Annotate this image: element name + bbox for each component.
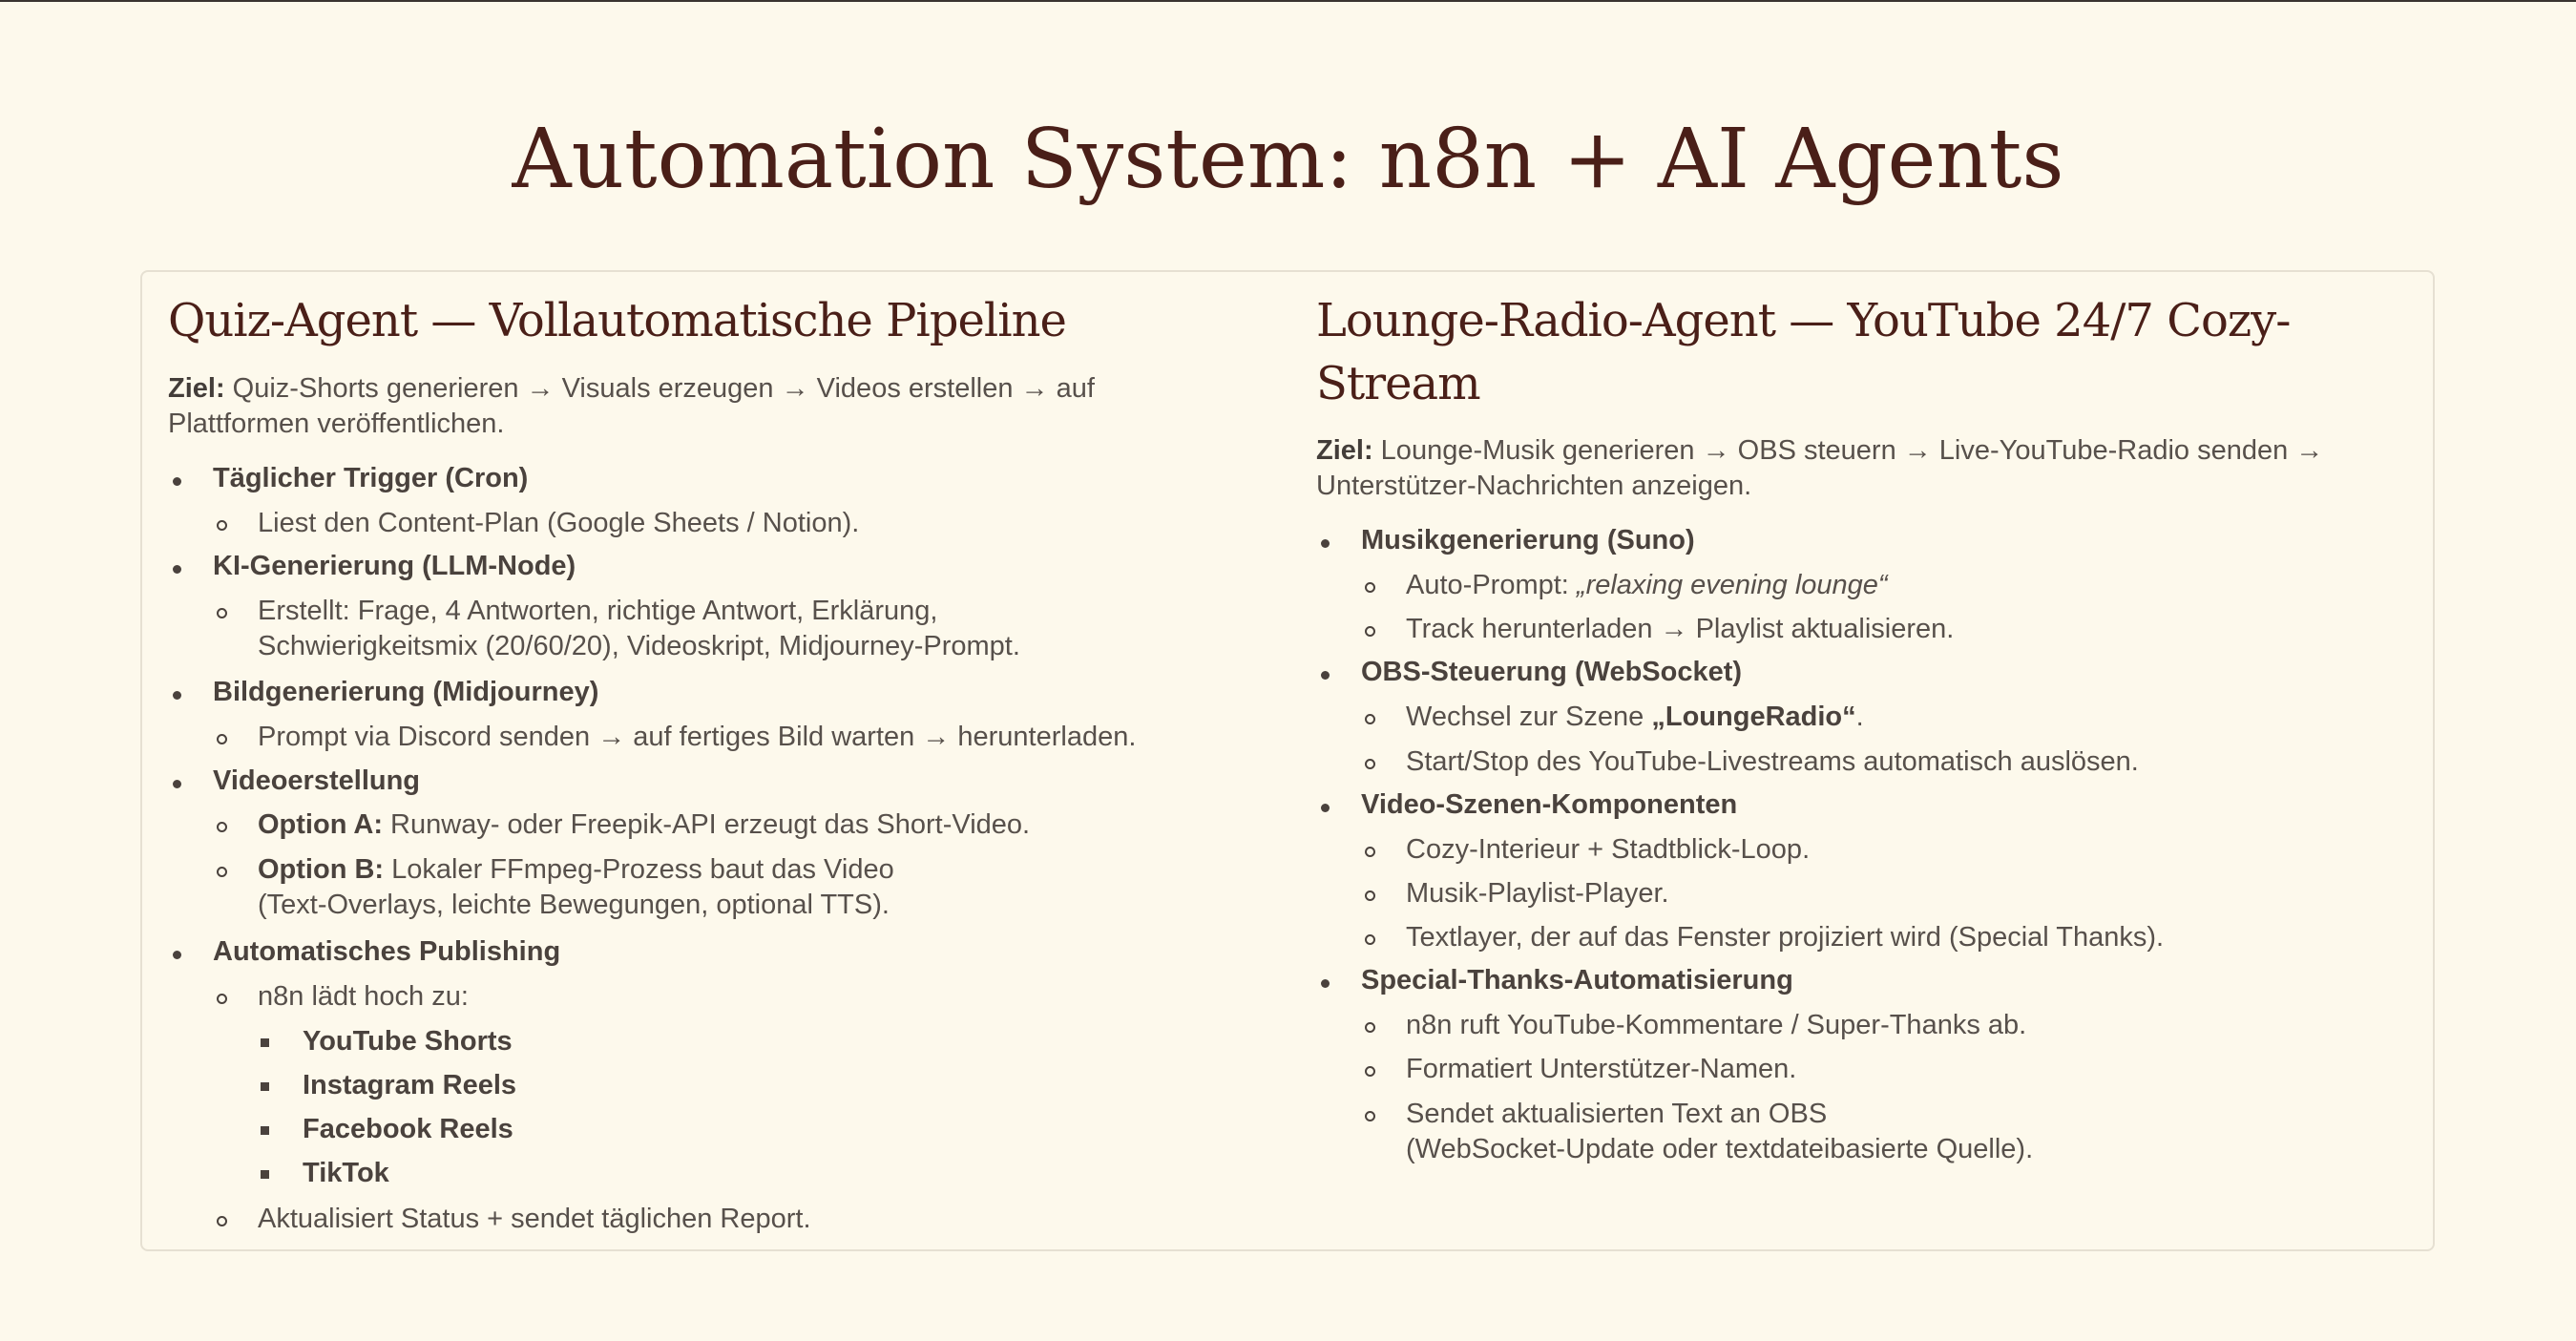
quiz-item-trigger: Täglicher Trigger (Cron) — [213, 463, 529, 493]
quiz-publishing-report: Aktualisiert Status + sendet täglichen Report. — [258, 1204, 811, 1234]
obs-scene-name: „LoungeRadio“ — [1651, 702, 1856, 732]
lounge-scene-textlayer: Textlayer, der auf das Fenster projiziert wird (Special Thanks). — [1406, 922, 2165, 953]
quiz-publishing-detail: n8n lädt hoch zu: — [258, 981, 469, 1012]
lounge-item-obs: OBS-Steuerung (WebSocket) — [1361, 657, 1743, 687]
option-a-text: Runway- oder Freepik-API erzeugt das Short-Video. — [383, 809, 1031, 840]
lounge-goal-text-1: Lounge-Musik generieren → OBS steuern → Live-YouTube-Radio senden → — [1372, 435, 2324, 466]
bullet-icon — [173, 477, 181, 486]
lounge-goal-text-2: Unterstützer-Nachrichten anzeigen. — [1316, 471, 1752, 501]
sub-bullet-icon — [217, 1216, 227, 1226]
page-title: Automation System: n8n + AI Agents — [512, 112, 2064, 207]
obs-scene-end: . — [1855, 702, 1864, 732]
sub-bullet-icon — [1365, 582, 1375, 593]
bullet-icon — [1321, 539, 1330, 548]
quiz-item-midjourney: Bildgenerierung (Midjourney) — [213, 677, 599, 707]
quiz-agent-heading: Quiz-Agent — Vollautomatische Pipeline — [168, 294, 1066, 347]
sub-bullet-icon — [1365, 1066, 1375, 1077]
suno-prompt-label: Auto-Prompt: — [1406, 570, 1577, 600]
lounge-scene-interior: Cozy-Interieur + Stadtblick-Loop. — [1406, 834, 1811, 865]
square-bullet-icon — [261, 1126, 269, 1135]
sub-bullet-icon — [1365, 626, 1375, 637]
sub-bullet-icon — [217, 734, 227, 744]
lounge-suno-prompt — [1406, 568, 1888, 603]
platform-facebook-reels: Facebook Reels — [303, 1114, 513, 1144]
square-bullet-icon — [261, 1082, 269, 1091]
lounge-thanks-send-1: Sendet aktualisierten Text an OBS — [1406, 1099, 1828, 1129]
quiz-goal — [168, 371, 1095, 407]
platform-tiktok: TikTok — [303, 1158, 389, 1188]
platform-instagram-reels: Instagram Reels — [303, 1070, 517, 1100]
sub-bullet-icon — [217, 867, 227, 877]
lounge-obs-scene — [1406, 700, 1864, 735]
sub-bullet-icon — [1365, 847, 1375, 857]
quiz-llm-detail-2: Schwierigkeitsmix (20/60/20), Videoskript, Midjourney-Prompt. — [258, 631, 1020, 661]
lounge-goal-label: Ziel: — [1316, 435, 1373, 466]
lounge-thanks-fetch: n8n ruft YouTube-Kommentare / Super-Thanks ab. — [1406, 1010, 2027, 1040]
quiz-video-option-a — [258, 807, 1030, 843]
quiz-item-llm: KI-Generierung (LLM-Node) — [213, 551, 576, 581]
suno-prompt-value: „relaxing evening lounge“ — [1576, 570, 1888, 600]
lounge-heading-line-1: Lounge-Radio-Agent — YouTube 24/7 Cozy- — [1316, 294, 2291, 347]
quiz-goal-label: Ziel: — [168, 373, 225, 404]
sub-bullet-icon — [1365, 759, 1375, 769]
square-bullet-icon — [261, 1170, 269, 1179]
quiz-goal-text-2: Plattformen veröffentlichen. — [168, 409, 505, 439]
lounge-item-scenes: Video-Szenen-Komponenten — [1361, 789, 1738, 820]
option-b-label: Option B: — [258, 854, 385, 885]
lounge-obs-livestream: Start/Stop des YouTube-Livestreams automatisch auslösen. — [1406, 746, 2139, 777]
lounge-goal — [1316, 433, 2323, 469]
bullet-icon — [1321, 979, 1330, 988]
sub-bullet-icon — [217, 994, 227, 1004]
quiz-item-publishing: Automatisches Publishing — [213, 936, 561, 967]
square-bullet-icon — [261, 1038, 269, 1047]
sub-bullet-icon — [1365, 891, 1375, 901]
lounge-item-thanks: Special-Thanks-Automatisierung — [1361, 965, 1793, 995]
bullet-icon — [173, 691, 181, 700]
sub-bullet-icon — [1365, 934, 1375, 945]
sub-bullet-icon — [217, 822, 227, 832]
platform-youtube-shorts: YouTube Shorts — [303, 1026, 513, 1057]
bullet-icon — [173, 565, 181, 574]
lounge-thanks-send-2: (WebSocket-Update oder textdateibasierte Quelle). — [1406, 1134, 2034, 1164]
sub-bullet-icon — [217, 520, 227, 531]
bullet-icon — [1321, 671, 1330, 680]
quiz-item-video: Videoerstellung — [213, 765, 421, 796]
sub-bullet-icon — [1365, 1111, 1375, 1121]
quiz-midjourney-detail: Prompt via Discord senden → auf fertiges Bild warten → herunterladen. — [258, 722, 1137, 752]
lounge-heading-line-2: Stream — [1316, 357, 1480, 410]
top-border — [0, 0, 2576, 2]
quiz-llm-detail-1: Erstellt: Frage, 4 Antworten, richtige Antwort, Erklärung, — [258, 596, 938, 626]
bullet-icon — [173, 780, 181, 788]
quiz-video-option-b — [258, 852, 894, 888]
bullet-icon — [173, 951, 181, 959]
option-b-text-2: (Text-Overlays, leichte Bewegungen, optional TTS). — [258, 890, 890, 920]
bullet-icon — [1321, 804, 1330, 812]
option-b-text-1: Lokaler FFmpeg-Prozess baut das Video — [384, 854, 894, 885]
lounge-thanks-format: Formatiert Unterstützer-Namen. — [1406, 1054, 1797, 1084]
lounge-suno-download: Track herunterladen → Playlist aktualisieren. — [1406, 614, 1955, 644]
sub-bullet-icon — [217, 608, 227, 618]
sub-bullet-icon — [1365, 714, 1375, 724]
quiz-goal-text-1: Quiz-Shorts generieren → Visuals erzeugen → Videos erstellen → auf — [224, 373, 1095, 404]
quiz-trigger-detail: Liest den Content-Plan (Google Sheets / Notion). — [258, 508, 860, 538]
sub-bullet-icon — [1365, 1022, 1375, 1033]
lounge-scene-player: Musik-Playlist-Player. — [1406, 878, 1669, 909]
option-a-label: Option A: — [258, 809, 383, 840]
obs-scene-text: Wechsel zur Szene — [1406, 702, 1652, 732]
lounge-item-suno: Musikgenerierung (Suno) — [1361, 525, 1695, 555]
